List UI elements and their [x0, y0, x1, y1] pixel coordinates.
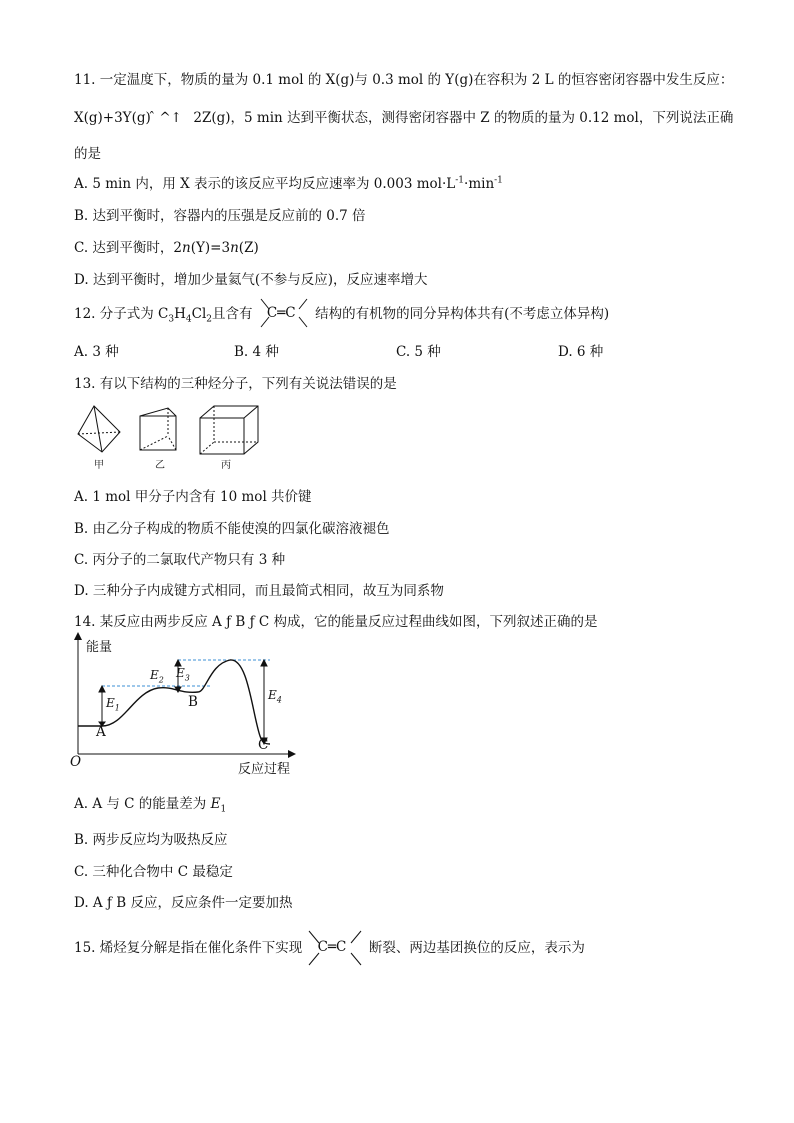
q12-option-a: A. 3 种 [74, 344, 119, 360]
q14-point-b: B [188, 694, 198, 710]
q11-option-b: B. 达到平衡时，容器内的压强是反应前的 0.7 倍 [74, 208, 366, 224]
q14-stem: 14. 某反应由两步反应 A ƒ B ƒ C 构成，它的能量反应过程曲线如图，下列叙述正确的是 [74, 614, 598, 630]
q12-cc-double-bond [257, 305, 311, 325]
q14-option-b: B. 两步反应均为吸热反应 [74, 832, 228, 848]
cubane-figure [200, 406, 258, 454]
q13-label-yi: 乙 [155, 460, 165, 471]
q12-option-d: D. 6 种 [558, 344, 604, 360]
q11-stem-line1: 11. 一定温度下，物质的量为 0.1 mol 的 X(g)与 0.3 mol 的 Y(g)在容积为 2 L 的恒容密闭容器中发生反应： [74, 72, 734, 88]
q14-e4-label: $E_4$ [268, 688, 282, 705]
q11-equation-line [74, 106, 733, 126]
q11-option-a-sup2: -1 [494, 175, 503, 186]
q11-option-c-pre: C. 达到平衡时，2 [74, 240, 183, 256]
q11-option-c-n1: n [182, 240, 191, 256]
q14-option-a-sub: 1 [220, 804, 227, 815]
q13-option-a: A. 1 mol 甲分子内含有 10 mol 共价键 [74, 489, 312, 505]
q14-xlabel: 反应过程 [238, 762, 291, 777]
q13-stem: 13. 有以下结构的三种烃分子，下列有关说法错误的是 [74, 376, 397, 392]
q15-stem-pre: 15. 烯烃复分解是指在催化条件下实现 [74, 940, 303, 956]
q11-option-d: D. 达到平衡时，增加少量氦气(不参与反应)，反应速率增大 [74, 272, 428, 288]
q12-h: H [174, 306, 186, 322]
q14-option-c: C. 三种化合物中 C 最稳定 [74, 864, 233, 880]
q11-option-a-sup1: -1 [455, 175, 465, 186]
q13-label-bing: 丙 [221, 460, 231, 471]
q12-stem-pre: 12. 分子式为 C [74, 306, 169, 322]
q13-option-d: D. 三种分子内成键方式相同，而且最简式相同，故互为同系物 [74, 583, 444, 599]
q11-option-c-end: (Z) [238, 240, 259, 256]
q12-stem-post: 结构的有机物的同分异构体共有(不考虑立体异构) [315, 306, 610, 322]
q12-sub4: 4 [185, 314, 192, 325]
q12-sub2: 2 [206, 314, 213, 325]
q13-option-c: C. 丙分子的二氯取代产物只有 3 种 [74, 552, 286, 568]
q14-option-a-e: E [210, 796, 221, 812]
q15-cc-text: C═C [317, 938, 347, 955]
q12-cl: Cl [191, 306, 207, 322]
q14-option-a [74, 792, 226, 815]
q11-option-a [74, 172, 503, 192]
q14-option-a-text: A. A 与 C 的能量差为 [74, 796, 211, 812]
tetrahedrane-figure [78, 406, 120, 452]
q12-stem [74, 302, 609, 325]
q15-stem [74, 936, 585, 959]
q11-stem-line3: 的是 [74, 146, 101, 162]
q12-sub3: 3 [168, 314, 175, 325]
q14-point-a: A [96, 724, 106, 740]
q14-e1-label: $E_1$ [106, 696, 120, 713]
q12-cc-text: C═C [266, 304, 296, 321]
q12-option-b: B. 4 种 [234, 344, 279, 360]
q15-stem-post: 断裂、两边基团换位的反应，表示为 [368, 940, 585, 956]
q11-option-c [74, 236, 259, 256]
q14-e3-label: $E_3$ [176, 666, 190, 683]
q13-label-jia: 甲 [94, 460, 104, 471]
prismane-figure [140, 408, 176, 450]
q11-eq-right: 2Z(g)，5 min 达到平衡状态，测得密闭容器中 Z 的物质的量为 0.12 mol，下列说法正确 [193, 110, 734, 126]
q11-option-a-mid: ·min [464, 176, 495, 192]
q11-eq-left: X(g)+3Y(g) [74, 110, 151, 126]
q14-e2-label: $E_2$ [150, 668, 164, 685]
q14-ylabel: 能量 [86, 640, 113, 655]
q14-point-c: C [258, 737, 269, 753]
q12-option-c: C. 5 种 [396, 344, 441, 360]
q11-option-c-mid: (Y)=3 [190, 240, 231, 256]
q11-option-a-text: A. 5 min 内，用 X 表示的该反应平均反应速率为 0.003 mol·L [74, 176, 456, 192]
q14-option-d: D. A ƒ B 反应，反应条件一定要加热 [74, 895, 293, 911]
q11-option-c-n2: n [230, 240, 239, 256]
q12-stem-mid: 且含有 [212, 306, 253, 322]
q14-origin: O [70, 754, 82, 770]
q11-eq-arrow: ̂ ^↑ [155, 110, 182, 126]
q15-cc-double-bond [307, 939, 365, 959]
q13-option-b: B. 由乙分子构成的物质不能使溴的四氯化碳溶液褪色 [74, 521, 390, 537]
